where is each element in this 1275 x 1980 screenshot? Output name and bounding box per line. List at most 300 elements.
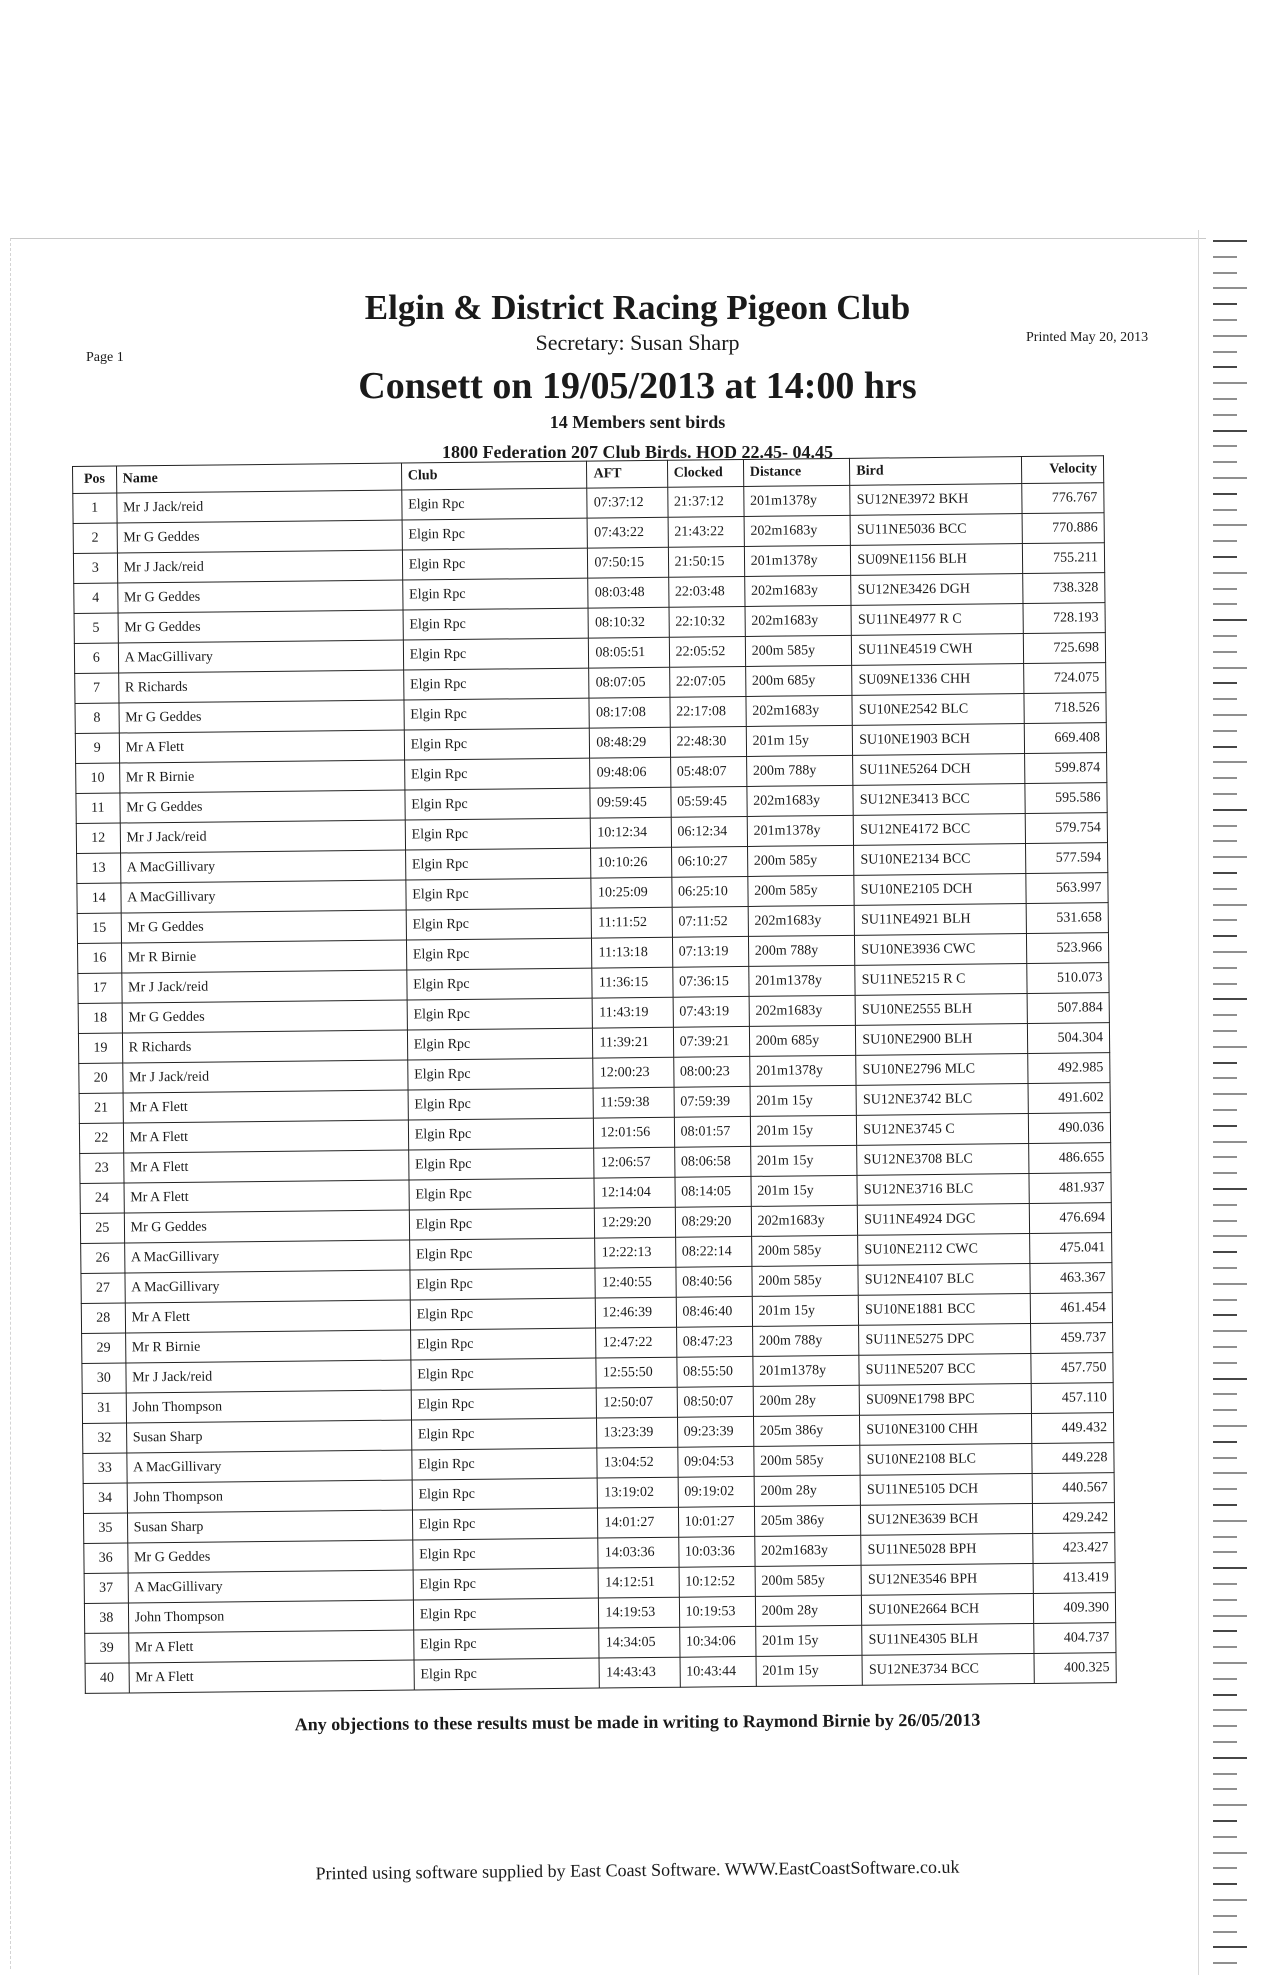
cell-clocked: 09:19:02 [678, 1476, 754, 1507]
scan-edge-mark [1213, 588, 1237, 590]
cell-name: Mr G Geddes [117, 520, 402, 553]
scan-edge-mark [1213, 1773, 1237, 1775]
cell-clocked: 07:43:19 [673, 996, 749, 1027]
cell-name: Mr G Geddes [122, 1000, 407, 1033]
scan-edge-mark [1213, 1441, 1237, 1443]
cell-distance: 202m1683y [744, 575, 851, 606]
scan-edge-mark [1213, 967, 1237, 969]
cell-distance: 200m 585y [751, 1235, 858, 1266]
col-header-club: Club [401, 461, 587, 490]
scan-edge-mark [1213, 1931, 1237, 1933]
cell-aft: 10:12:34 [591, 817, 671, 848]
scan-edge-mark [1213, 888, 1237, 890]
scan-edge-mark [1213, 1551, 1237, 1553]
cell-aft: 12:06:57 [594, 1147, 674, 1178]
cell-velocity: 440.567 [1032, 1473, 1115, 1504]
cell-club: Elgin Rpc [404, 728, 590, 760]
cell-name: Mr J Jack/reid [116, 490, 401, 523]
cell-name: Mr A Flett [119, 730, 404, 763]
cell-bird: SU09NE1336 CHH [852, 664, 1024, 696]
cell-clocked: 10:43:44 [680, 1656, 756, 1687]
cell-bird: SU10NE2108 BLC [860, 1444, 1032, 1476]
cell-bird: SU10NE2796 MLC [856, 1054, 1028, 1086]
cell-clocked: 10:19:53 [679, 1596, 755, 1627]
cell-velocity: 718.526 [1024, 693, 1107, 724]
cell-bird: SU11NE5105 DCH [860, 1474, 1032, 1506]
cell-clocked: 22:07:05 [669, 666, 745, 697]
cell-bird: SU11NE5264 DCH [853, 754, 1025, 786]
secretary-line: Secretary: Susan Sharp [535, 330, 740, 355]
cell-velocity: 463.367 [1030, 1263, 1113, 1294]
cell-name: Susan Sharp [127, 1510, 412, 1543]
scan-edge-mark [1213, 524, 1247, 526]
cell-pos: 2 [73, 523, 117, 553]
col-header-clocked: Clocked [667, 459, 743, 487]
cell-distance: 200m 685y [749, 1025, 856, 1056]
scan-edge-mark [1213, 1946, 1247, 1948]
cell-aft: 12:14:04 [594, 1177, 674, 1208]
scan-edge-mark [1213, 635, 1237, 637]
cell-distance: 200m 685y [745, 665, 852, 696]
cell-pos: 39 [85, 1633, 129, 1663]
cell-velocity: 563.997 [1026, 873, 1109, 904]
cell-distance: 201m 15y [746, 725, 853, 756]
cell-club: Elgin Rpc [410, 1268, 596, 1300]
col-header-bird: Bird [850, 457, 1022, 486]
scan-edge-mark [1213, 1536, 1237, 1538]
cell-bird: SU10NE2134 BCC [854, 844, 1026, 876]
cell-pos: 33 [83, 1453, 127, 1483]
cell-aft: 08:05:51 [589, 637, 669, 668]
cell-distance: 201m 15y [750, 1085, 857, 1116]
cell-distance: 201m1378y [744, 545, 851, 576]
cell-club: Elgin Rpc [406, 908, 592, 940]
cell-club: Elgin Rpc [409, 1208, 595, 1240]
scan-edge-mark [1213, 272, 1237, 274]
scan-edge-mark [1213, 509, 1237, 511]
cell-velocity: 413.419 [1033, 1563, 1116, 1594]
cell-bird: SU12NE3716 BLC [857, 1174, 1029, 1206]
cell-clocked: 08:46:40 [676, 1296, 752, 1327]
cell-name: Mr R Birnie [125, 1330, 410, 1363]
cell-clocked: 06:10:27 [671, 846, 747, 877]
cell-velocity: 449.432 [1031, 1413, 1114, 1444]
scan-edge-mark [1213, 1409, 1237, 1411]
cell-bird: SU12NE3708 BLC [857, 1144, 1029, 1176]
cell-distance: 201m 15y [750, 1145, 857, 1176]
scan-edge-mark [1213, 1030, 1237, 1032]
scan-edge-mark [1213, 1251, 1237, 1253]
col-header-pos: Pos [73, 466, 117, 493]
cell-aft: 07:50:15 [588, 547, 668, 578]
cell-distance: 201m1378y [747, 815, 854, 846]
cell-aft: 08:03:48 [588, 577, 668, 608]
cell-distance: 200m 28y [754, 1475, 861, 1506]
scan-edge-mark [1213, 556, 1237, 558]
cell-velocity: 492.985 [1027, 1053, 1110, 1084]
cell-distance: 201m 15y [750, 1115, 857, 1146]
scan-edge-mark [1213, 698, 1237, 700]
scan-edge-mark [1213, 603, 1237, 605]
members-sent-line: 14 Members sent birds [549, 412, 726, 432]
scan-edge-mark [1213, 1694, 1237, 1696]
cell-distance: 205m 386y [754, 1505, 861, 1536]
cell-clocked: 21:43:22 [668, 516, 744, 547]
cell-velocity: 725.698 [1023, 633, 1106, 664]
cell-distance: 201m1378y [748, 965, 855, 996]
cell-name: Susan Sharp [126, 1420, 411, 1453]
cell-club: Elgin Rpc [409, 1178, 595, 1210]
cell-bird: SU10NE3936 CWC [855, 934, 1027, 966]
cell-name: A MacGillivary [120, 880, 405, 913]
cell-clocked: 07:39:21 [673, 1026, 749, 1057]
cell-club: Elgin Rpc [406, 938, 592, 970]
cell-aft: 13:19:02 [598, 1477, 678, 1508]
cell-club: Elgin Rpc [413, 1598, 599, 1630]
cell-clocked: 08:50:07 [677, 1386, 753, 1417]
cell-distance: 202m1683y [749, 995, 856, 1026]
cell-club: Elgin Rpc [407, 968, 593, 1000]
cell-clocked: 10:01:27 [678, 1506, 754, 1537]
cell-bird: SU12NE3413 BCC [853, 784, 1025, 816]
cell-velocity: 728.193 [1023, 603, 1106, 634]
cell-club: Elgin Rpc [408, 1118, 594, 1150]
cell-pos: 18 [78, 1003, 122, 1033]
scan-edge-mark [1213, 1204, 1237, 1206]
results-body [73, 483, 1117, 1694]
cell-distance: 201m 15y [755, 1625, 862, 1656]
scan-edge-mark [1213, 1188, 1247, 1190]
scan-edge-mark [1213, 730, 1237, 732]
cell-aft: 09:48:06 [590, 757, 670, 788]
scan-edge-mark [1213, 1141, 1247, 1143]
scan-edge-mark [1213, 1899, 1247, 1901]
cell-aft: 11:11:52 [592, 907, 672, 938]
cell-club: Elgin Rpc [406, 878, 592, 910]
cell-name: Mr G Geddes [120, 790, 405, 823]
scan-edge-mark [1213, 1678, 1237, 1680]
scan-edge-mark [1213, 1378, 1247, 1380]
scan-edge-mark [1213, 1757, 1247, 1759]
col-header-distance: Distance [743, 458, 850, 486]
cell-distance: 201m1378y [753, 1355, 860, 1386]
cell-distance: 202m1683y [747, 785, 854, 816]
scan-edge-mark [1213, 1804, 1247, 1806]
cell-clocked: 08:22:14 [675, 1236, 751, 1267]
cell-club: Elgin Rpc [408, 1058, 594, 1090]
cell-bird: SU10NE2105 DCH [854, 874, 1026, 906]
scan-edge-mark [1213, 1883, 1237, 1885]
cell-bird: SU09NE1156 BLH [851, 544, 1023, 576]
scan-edge-mark [1213, 1520, 1247, 1522]
cell-velocity: 490.036 [1028, 1113, 1111, 1144]
cell-name: Mr A Flett [123, 1090, 408, 1123]
cell-distance: 201m1378y [749, 1055, 856, 1086]
cell-velocity: 738.328 [1022, 573, 1105, 604]
scan-edge-mark [1213, 1393, 1237, 1395]
software-credit: Printed using software supplied by East Coast Software. WWW.EastCoastSoftware.co.uk [315, 1856, 960, 1884]
cell-aft: 14:03:36 [598, 1537, 678, 1568]
cell-bird: SU12NE3734 BCC [862, 1653, 1034, 1685]
cell-distance: 200m 788y [746, 755, 853, 786]
cell-name: Mr J Jack/reid [120, 820, 405, 853]
scan-edge-mark [1213, 1093, 1247, 1095]
scan-edge-mark [1213, 1615, 1247, 1617]
cell-aft: 14:12:51 [599, 1567, 679, 1598]
cell-pos: 1 [73, 493, 117, 523]
cell-name: A MacGillivary [125, 1270, 410, 1303]
cell-pos: 26 [81, 1243, 125, 1273]
cell-name: Mr G Geddes [124, 1210, 409, 1243]
scan-edge-mark [1213, 1156, 1237, 1158]
cell-pos: 23 [80, 1153, 124, 1183]
cell-pos: 36 [84, 1543, 128, 1573]
cell-aft: 12:40:55 [595, 1267, 675, 1298]
scan-edge-mark [1213, 1362, 1237, 1364]
scan-edge-mark [1213, 1014, 1237, 1016]
scan-edge-mark [1213, 825, 1237, 827]
cell-pos: 40 [85, 1663, 129, 1693]
club-title: Elgin & District Racing Pigeon Club [364, 288, 911, 327]
cell-aft: 11:36:15 [592, 967, 672, 998]
cell-pos: 6 [74, 643, 118, 673]
cell-clocked: 22:10:32 [669, 606, 745, 637]
scan-edge-mark [1213, 1741, 1237, 1743]
scan-edge-mark [1213, 746, 1237, 748]
cell-pos: 16 [78, 943, 122, 973]
scan-edge-mark [1213, 1820, 1237, 1822]
cell-aft: 08:48:29 [590, 727, 670, 758]
cell-aft: 12:46:39 [596, 1297, 676, 1328]
scan-edge-mark [1213, 572, 1247, 574]
cell-name: Mr G Geddes [121, 910, 406, 943]
cell-clocked: 10:03:36 [678, 1536, 754, 1567]
cell-bird: SU12NE3972 BKH [850, 484, 1022, 516]
cell-name: Mr J Jack/reid [126, 1360, 411, 1393]
cell-pos: 31 [82, 1393, 126, 1423]
scan-edge-mark [1213, 1062, 1237, 1064]
cell-pos: 24 [80, 1183, 124, 1213]
scan-edge-mark [1213, 1662, 1247, 1664]
cell-clocked: 08:06:58 [674, 1146, 750, 1177]
cell-velocity: 404.737 [1033, 1623, 1116, 1654]
cell-distance: 202m1683y [748, 905, 855, 936]
cell-velocity: 504.304 [1027, 1023, 1110, 1054]
cell-distance: 201m 15y [751, 1175, 858, 1206]
cell-distance: 200m 585y [747, 845, 854, 876]
cell-distance: 200m 585y [748, 875, 855, 906]
cell-club: Elgin Rpc [414, 1658, 600, 1690]
cell-velocity: 724.075 [1023, 663, 1106, 694]
scan-edge-mark [1213, 619, 1247, 621]
cell-name: John Thompson [127, 1480, 412, 1513]
results-table [72, 455, 1117, 1694]
cell-bird: SU10NE2555 BLH [855, 994, 1027, 1026]
scan-edge-mark [1213, 1283, 1247, 1285]
cell-clocked: 22:03:48 [668, 576, 744, 607]
cell-pos: 19 [78, 1033, 122, 1063]
cell-bird: SU11NE5207 BCC [859, 1354, 1031, 1386]
cell-bird: SU10NE1881 BCC [858, 1294, 1030, 1326]
cell-distance: 200m 585y [745, 635, 852, 666]
scan-edge-mark [1213, 1314, 1237, 1316]
cell-velocity: 770.886 [1022, 513, 1105, 544]
cell-club: Elgin Rpc [410, 1328, 596, 1360]
cell-name: John Thompson [126, 1390, 411, 1423]
cell-bird: SU10NE2542 BLC [852, 694, 1024, 726]
cell-club: Elgin Rpc [409, 1238, 595, 1270]
cell-distance: 202m1683y [751, 1205, 858, 1236]
cell-distance: 200m 788y [752, 1325, 859, 1356]
cell-clocked: 08:01:57 [674, 1116, 750, 1147]
cell-name: Mr A Flett [124, 1180, 409, 1213]
scan-edge-mark [1213, 872, 1237, 874]
cell-bird: SU10NE2900 BLH [856, 1024, 1028, 1056]
scan-edge-mark [1213, 1646, 1237, 1648]
cell-club: Elgin Rpc [412, 1478, 598, 1510]
cell-velocity: 510.073 [1026, 963, 1109, 994]
cell-club: Elgin Rpc [404, 758, 590, 790]
cell-club: Elgin Rpc [411, 1358, 597, 1390]
col-header-aft: AFT [587, 460, 667, 488]
cell-clocked: 05:59:45 [671, 786, 747, 817]
scan-edge-mark [1213, 809, 1247, 811]
scan-edge-mark [1213, 667, 1247, 669]
scan-edge-mark [1213, 1125, 1237, 1127]
cell-aft: 08:17:08 [589, 697, 669, 728]
scan-edge-mark [1213, 1330, 1247, 1332]
cell-velocity: 457.110 [1031, 1383, 1114, 1414]
cell-club: Elgin Rpc [411, 1418, 597, 1450]
cell-bird: SU12NE3426 DGH [851, 574, 1023, 606]
cell-pos: 21 [79, 1093, 123, 1123]
cell-name: Mr G Geddes [127, 1540, 412, 1573]
cell-pos: 28 [81, 1303, 125, 1333]
cell-pos: 35 [83, 1513, 127, 1543]
cell-aft: 13:23:39 [597, 1417, 677, 1448]
cell-aft: 12:22:13 [595, 1237, 675, 1268]
cell-pos: 30 [82, 1363, 126, 1393]
cell-name: Mr G Geddes [117, 580, 402, 613]
cell-aft: 09:59:45 [590, 787, 670, 818]
scan-edge-mark [1213, 793, 1237, 795]
cell-aft: 14:01:27 [598, 1507, 678, 1538]
cell-aft: 14:19:53 [599, 1597, 679, 1628]
cell-name: Mr R Birnie [121, 940, 406, 973]
scan-edge-mark [1213, 1788, 1237, 1790]
cell-club: Elgin Rpc [410, 1298, 596, 1330]
cell-clocked: 08:40:56 [676, 1266, 752, 1297]
cell-clocked: 21:37:12 [667, 486, 743, 517]
cell-name: Mr A Flett [129, 1660, 414, 1693]
col-header-velocity: Velocity [1021, 456, 1104, 484]
scan-edge-mark [1213, 1299, 1237, 1301]
cell-aft: 08:07:05 [589, 667, 669, 698]
cell-pos: 25 [80, 1213, 124, 1243]
cell-pos: 29 [82, 1333, 126, 1363]
cell-clocked: 09:23:39 [677, 1416, 753, 1447]
cell-distance: 201m 15y [752, 1295, 859, 1326]
cell-distance: 202m1683y [745, 605, 852, 636]
scan-edge-mark [1213, 493, 1237, 495]
cell-name: Mr A Flett [123, 1150, 408, 1183]
cell-bird: SU12NE3546 BPH [861, 1563, 1033, 1595]
cell-aft: 08:10:32 [588, 607, 668, 638]
scan-edge-mark [1213, 1962, 1237, 1964]
cell-club: Elgin Rpc [403, 668, 589, 700]
cell-velocity: 461.454 [1030, 1293, 1113, 1324]
cell-velocity: 457.750 [1031, 1353, 1114, 1384]
cell-club: Elgin Rpc [403, 608, 589, 640]
cell-aft: 12:55:50 [596, 1357, 676, 1388]
cell-aft: 07:37:12 [587, 487, 667, 518]
cell-distance: 200m 28y [755, 1595, 862, 1626]
cell-clocked: 07:11:52 [672, 906, 748, 937]
cell-club: Elgin Rpc [405, 848, 591, 880]
cell-clocked: 21:50:15 [668, 546, 744, 577]
scan-edge-mark [1213, 1599, 1237, 1601]
cell-pos: 14 [77, 883, 121, 913]
cell-pos: 9 [75, 733, 119, 763]
cell-bird: SU11NE4921 BLH [854, 904, 1026, 936]
cell-aft: 12:00:23 [593, 1057, 673, 1088]
scan-edge-mark [1213, 1504, 1237, 1506]
page-number-label: Page 1 [86, 350, 124, 365]
scan-edge-mark [1213, 904, 1247, 906]
cell-pos: 13 [77, 853, 121, 883]
cell-bird: SU12NE4172 BCC [853, 814, 1025, 846]
cell-name: Mr J Jack/reid [117, 550, 402, 583]
cell-bird: SU12NE4107 BLC [858, 1264, 1030, 1296]
cell-clocked: 07:59:39 [674, 1086, 750, 1117]
scan-edge-mark [1213, 840, 1237, 842]
cell-distance: 202m1683y [746, 695, 853, 726]
cell-bird: SU11NE4519 CWH [852, 634, 1024, 666]
scan-edge-mark [1213, 856, 1247, 858]
cell-pos: 32 [83, 1423, 127, 1453]
cell-bird: SU12NE3742 BLC [856, 1084, 1028, 1116]
cell-clocked: 09:04:53 [677, 1446, 753, 1477]
cell-velocity: 400.325 [1034, 1653, 1117, 1684]
cell-velocity: 669.408 [1024, 723, 1107, 754]
cell-clocked: 06:25:10 [671, 876, 747, 907]
cell-bird: SU12NE3639 BCH [861, 1504, 1033, 1536]
cell-distance: 202m1683y [754, 1535, 861, 1566]
cell-club: Elgin Rpc [403, 638, 589, 670]
cell-clocked: 22:05:52 [669, 636, 745, 667]
cell-distance: 200m 585y [754, 1445, 861, 1476]
cell-pos: 20 [79, 1063, 123, 1093]
scan-edge-mark [1213, 1630, 1237, 1632]
cell-bird: SU11NE5028 BPH [861, 1534, 1033, 1566]
cell-name: Mr R Birnie [119, 760, 404, 793]
cell-distance: 205m 386y [753, 1415, 860, 1446]
cell-clocked: 22:48:30 [670, 726, 746, 757]
cell-clocked: 07:36:15 [672, 966, 748, 997]
cell-pos: 27 [81, 1273, 125, 1303]
scan-edge-mark [1213, 256, 1237, 258]
scan-edge-mark [1213, 983, 1237, 985]
cell-bird: SU12NE3745 C [857, 1114, 1029, 1146]
cell-velocity: 491.602 [1028, 1083, 1111, 1114]
cell-club: Elgin Rpc [408, 1148, 594, 1180]
objections-notice: Any objections to these results must be made in writing to Raymond Birnie by 26/05/2013 [294, 1709, 981, 1735]
scan-edge-mark [1213, 1567, 1247, 1569]
cell-velocity: 599.874 [1024, 753, 1107, 784]
cell-pos: 22 [79, 1123, 123, 1153]
cell-club: Elgin Rpc [402, 548, 588, 580]
cell-club: Elgin Rpc [413, 1568, 599, 1600]
